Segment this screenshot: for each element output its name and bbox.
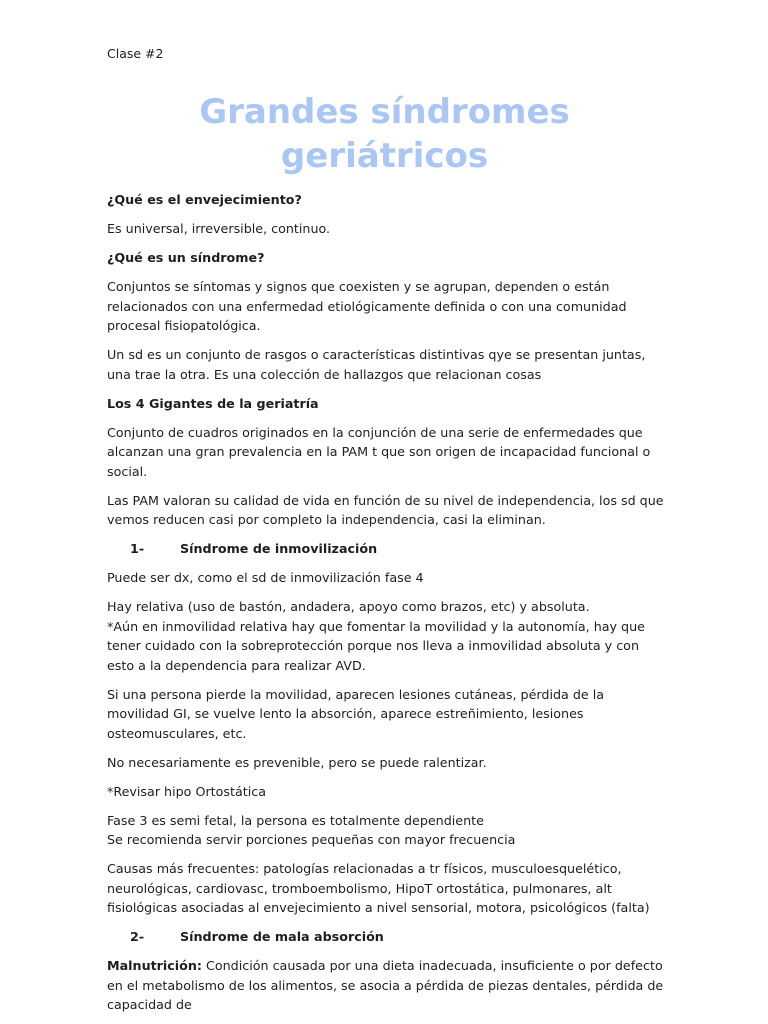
- question-heading: ¿Qué es el envejecimiento?: [107, 192, 302, 207]
- paragraph: Es universal, irreversible, continuo.: [107, 221, 331, 236]
- paragraph-group: [107, 597, 668, 675]
- paragraph: Causas más frecuentes: patologías relacionadas a tr físicos, musculoesquelético, neurológicas, cardiovasc, tromboembolismo, HipoT ortostática, pulmonares, alt fisiológicas asociadas al envejecimiento a nivel sensorial, motora, psicológicos (falta): [107, 861, 650, 915]
- paragraph-line: *Aún en inmovilidad relativa hay que fomentar la movilidad y la autonomía, hay que tener cuidado con la sobreprotección porque nos lleva a inmovilidad absoluta y con esto a la dependencia para realizar AVD.: [107, 618, 645, 673]
- paragraph-line: Fase 3 es semi fetal, la persona es totalmente dependiente: [107, 812, 484, 828]
- numbered-heading: [107, 539, 668, 559]
- document-title: [107, 90, 662, 178]
- paragraph-group: [107, 811, 668, 850]
- question-heading: ¿Qué es un síndrome?: [107, 250, 265, 265]
- paragraph: Conjunto de cuadros originados en la conjunción de una serie de enfermedades que alcanzan una gran prevalencia en la PAM t que son origen de incapacidad funcional o social.: [107, 424, 651, 479]
- paragraph: Un sd es un conjunto de rasgos o características distintivas qye se presentan juntas, una trae la otra. Es una colección de hallazgos que relacionan cosas: [107, 347, 646, 382]
- numbered-heading: [107, 927, 668, 947]
- paragraph: Puede ser dx, como el sd de inmovilización fase 4: [107, 570, 424, 585]
- list-heading-label: Síndrome de inmovilización: [180, 541, 378, 556]
- term-label: Malnutrición:: [107, 958, 202, 973]
- paragraph: *Revisar hipo Ortostática: [107, 783, 267, 799]
- paragraph-line: Hay relativa (uso de bastón, andadera, apoyo como brazos, etc) y absoluta.: [107, 599, 590, 614]
- class-label: Clase #2: [107, 46, 164, 61]
- list-number: 1-: [130, 541, 145, 556]
- term-definition: Condición causada por una dieta inadecuada, insuficiente o por defecto en el metabolismo de los alimentos, se asocia a pérdida de piezas dentales, pérdida de capacidad de: [107, 958, 664, 1012]
- list-number: 2-: [130, 929, 145, 944]
- paragraph-line: Se recomienda servir porciones pequeñas con mayor frecuencia: [107, 832, 516, 847]
- section-heading: Los 4 Gigantes de la geriatría: [107, 395, 319, 411]
- list-heading-label: Síndrome de mala absorción: [180, 929, 384, 944]
- title-line-2: geriátricos: [280, 136, 489, 176]
- paragraph: Conjuntos se síntomas y signos que coexisten y se agrupan, dependen o están relacionados con una enfermedad etiológicamente definida o con una comunidad procesal fisiopatológica.: [107, 279, 627, 333]
- paragraph: Las PAM valoran su calidad de vida en función de su nivel de independencia, los sd que vemos reducen casi por completo la independencia, casi la eliminan.: [107, 492, 664, 527]
- paragraph: [107, 956, 668, 1015]
- title-line-1: Grandes síndromes: [199, 92, 570, 132]
- paragraph: No necesariamente es prevenible, pero se puede ralentizar.: [107, 754, 487, 770]
- document-body: [107, 190, 668, 1024]
- paragraph: Si una persona pierde la movilidad, aparecen lesiones cutáneas, pérdida de la movilidad GI, se vuelve lento la absorción, aparece estreñimiento, lesiones osteomusculares, etc.: [107, 686, 605, 741]
